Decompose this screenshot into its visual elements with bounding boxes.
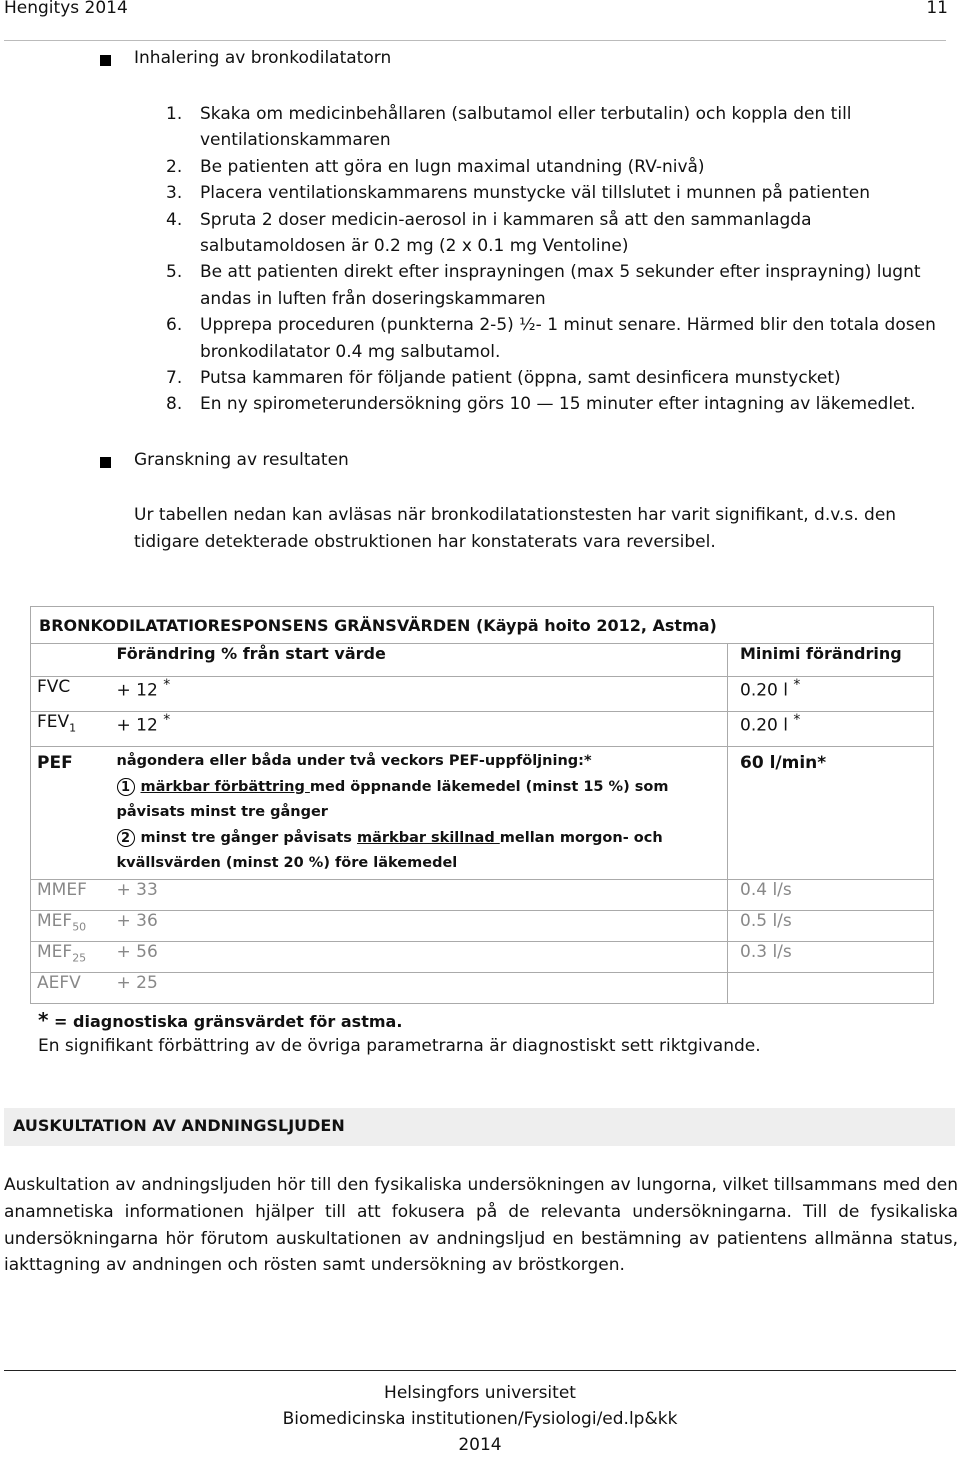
asterisk-mark: * [163, 677, 171, 693]
row-label-mef50 [31, 910, 113, 941]
step-text: Skaka om medicinbehållaren (salbutamol eller terbutalin) och koppla den till ventilationskammaren [200, 104, 852, 151]
inhalation-steps [166, 101, 946, 418]
footer-divider [4, 1370, 956, 1371]
change-value: + 12 [116, 715, 158, 736]
footer-year: 2014 [458, 1435, 502, 1455]
table-row [31, 677, 934, 712]
min-value: 0.3 l/s [740, 941, 792, 962]
underlined-text: märkbar förbättring [140, 778, 310, 795]
asterisk-mark: * [793, 712, 801, 728]
step-number: 6. [166, 315, 183, 336]
step-number: 8. [166, 394, 183, 415]
review-paragraph: Ur tabellen nedan kan avläsas när bronkodilatationstesten har varit signifikant, d.v.s. den tidigare detekterade obstruktionen har konstaterats vara reversibel. [134, 505, 897, 552]
step-text: Placera ventilationskammarens munstycke väl tillslutet i munnen på patienten [200, 183, 870, 204]
table-header-empty [31, 644, 113, 677]
cell-min-mef25 [728, 941, 934, 972]
asterisk-mark: * [163, 712, 171, 728]
header-divider [4, 40, 946, 41]
inhalation-heading [100, 48, 700, 74]
bronchodilation-table [30, 606, 934, 1004]
table-footnote [38, 1008, 402, 1032]
table-row [31, 941, 934, 972]
row-label-text: PEF [37, 753, 73, 773]
cell-change-fev1 [113, 712, 728, 747]
step-item [166, 101, 946, 154]
footer-university: Helsingfors universitet [384, 1383, 576, 1403]
review-heading [100, 450, 700, 476]
auskultation-title: AUSKULTATION AV ANDNINGSLJUDEN [13, 1116, 345, 1135]
step-text: En ny spirometerundersökning görs 10 — 15 minuter efter intagning av läkemedlet. [200, 394, 916, 415]
step-number: 3. [166, 183, 183, 204]
row-label-aefv [31, 972, 113, 1003]
row-label-pef [31, 747, 113, 880]
criterion-text: med öppnande läkemedel (minst 15 %) som påvisats minst tre gånger [116, 778, 669, 820]
min-value: 60 l/min* [740, 753, 827, 773]
row-label-text: MEF [37, 941, 73, 962]
underlined-text: märkbar skillnad [357, 829, 500, 846]
square-bullet-icon [100, 457, 111, 468]
square-bullet-icon [100, 55, 111, 66]
pef-criterion-2 [117, 826, 722, 877]
table-row [31, 910, 934, 941]
change-value: + 12 [116, 680, 158, 701]
row-label-fev1 [31, 712, 113, 747]
step-item [166, 207, 946, 260]
step-number: 4. [166, 209, 183, 230]
circled-number: 1 [117, 778, 135, 796]
table-row [31, 972, 934, 1003]
change-value: + 25 [116, 972, 158, 993]
step-text: Putsa kammaren för följande patient (öppna, samt desinficera munstycket) [200, 368, 841, 389]
pef-intro: någondera eller båda under två veckors PEF-uppföljning:* [116, 753, 592, 769]
step-item [166, 259, 946, 312]
asterisk-mark: * [38, 1008, 49, 1032]
footnote-text: = diagnostiska gränsvärdet för astma. [48, 1012, 403, 1031]
column-header-minimum: Minimi förändring [728, 644, 934, 677]
criterion-text: minst tre gånger påvisats [140, 829, 357, 846]
cell-min-fvc [728, 677, 934, 712]
min-value: 0.20 l [740, 715, 788, 736]
row-label-fvc [31, 677, 113, 712]
step-number: 7. [166, 368, 183, 389]
cell-change-aefv [113, 972, 728, 1003]
step-text: Be patienten att göra en lugn maximal utandning (RV-nivå) [200, 156, 705, 177]
table-caption: BRONKODILATATIORESPONSENS GRÄNSVÄRDEN (Käypä hoito 2012, Astma) [31, 607, 934, 644]
page-header-title: Hengitys 2014 [4, 0, 128, 18]
step-item [166, 365, 946, 391]
step-number: 2. [166, 156, 183, 177]
row-label-mef25 [31, 941, 113, 972]
label-subscript: 25 [72, 950, 87, 964]
label-subscript: 50 [72, 919, 87, 933]
cell-change-fvc [113, 677, 728, 712]
row-label-mmef [31, 879, 113, 910]
cell-change-mef50 [113, 910, 728, 941]
cell-min-mmef [728, 879, 934, 910]
step-item [166, 180, 946, 206]
column-header-change: Förändring % från start värde [113, 644, 728, 677]
table-note: En signifikant förbättring av de övriga parametrarna är diagnostiskt sett riktgivande. [38, 1036, 761, 1056]
inhalation-heading-text: Inhalering av bronkodilatatorn [134, 48, 392, 68]
footer-institution: Biomedicinska institutionen/Fysiologi/ed.lp&kk [282, 1409, 678, 1429]
row-label-text: FVC [37, 677, 71, 697]
cell-min-pef [728, 747, 934, 880]
row-label-text: AEFV [37, 972, 81, 993]
change-value: + 36 [116, 910, 158, 931]
change-value: + 33 [116, 879, 158, 900]
min-value: 0.20 l [740, 680, 788, 701]
label-subscript: 1 [69, 721, 77, 735]
step-item [166, 391, 946, 417]
auskultation-paragraph: Auskultation av andningsljuden hör till den fysikaliska undersökningen av lungorna, vilket tillsammans med den anamnetiska informationen hjälper till att fokusera på de relevanta undersökningarna. Till de fysikaliska undersökningarna hör förutom auskultationen av andningsljud en bestämning av patientens allmänna status, iakttagning av andningen och rösten samt undersökning av bröstkorgen. [4, 1175, 958, 1276]
criterion-text: mellan morgon- och kvällsvärden (minst 20 %) före läkemedel [116, 829, 663, 871]
cell-change-mmef [113, 879, 728, 910]
table-row [31, 879, 934, 910]
table-row [31, 712, 934, 747]
row-label-text: MMEF [37, 879, 87, 900]
cell-min-aefv [728, 972, 934, 1003]
step-item [166, 154, 946, 180]
change-value: + 56 [116, 941, 158, 962]
step-text: Be att patienten direkt efter insprayningen (max 5 sekunder efter insprayning) lugnt andas in luften från doseringskammaren [200, 262, 921, 309]
asterisk-mark: * [793, 677, 801, 693]
step-text: Spruta 2 doser medicin-aerosol in i kammaren så att den sammanlagda salbutamoldosen är 0.2 mg (2 x 0.1 mg Ventoline) [200, 209, 812, 257]
circled-number: 2 [117, 829, 135, 847]
cell-change-pef [113, 747, 728, 880]
cell-min-fev1 [728, 712, 934, 747]
table-row [31, 747, 934, 880]
cell-min-mef50 [728, 910, 934, 941]
min-value: 0.4 l/s [740, 879, 792, 900]
step-item [166, 312, 946, 365]
min-value: 0.5 l/s [740, 910, 792, 931]
row-label-text: FEV [37, 712, 70, 732]
step-number: 1. [166, 104, 183, 124]
step-text: Upprepa proceduren (punkterna 2-5) ½- 1 minut senare. Härmed blir den totala dosen bronkodilatator 0.4 mg salbutamol. [200, 315, 936, 362]
row-label-text: MEF [37, 910, 73, 931]
step-number: 5. [166, 262, 183, 283]
review-heading-text: Granskning av resultaten [134, 450, 349, 470]
cell-change-mef25 [113, 941, 728, 972]
page-number: 11 [926, 0, 948, 18]
pef-criterion-1 [117, 775, 722, 826]
